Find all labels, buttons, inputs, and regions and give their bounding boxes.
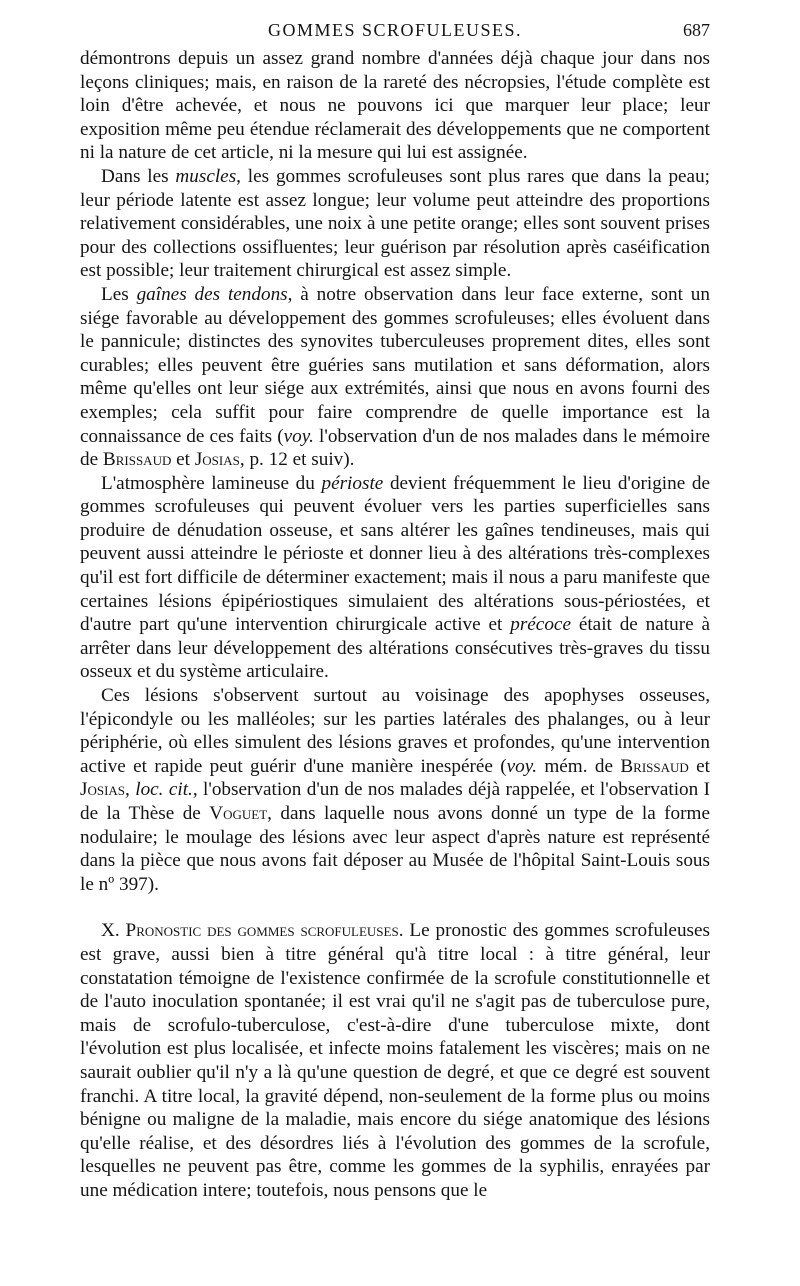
- text-run: , les gommes scrofuleuses sont plus rares que dans la peau; leur période latente est assez longue; leur volume peut atteindre des proportions relativement considérables, une noix à une petite orange; elles sont souvent prises pour des collections ossifluentes; leur guérison par résolution après caséification est possible; leur traitement chirurgical est assez simple.: [80, 165, 711, 282]
- text-run: Le pronostic des gommes scrofuleuses est grave, aussi bien à titre général qu'à titre local : à titre général, leur constatation témoigne de l'existence confirmée de la scrofule constitutionnelle et de l'auto inoculation spontanée; il est vrai qu'il ne s'agit pas de tuberculose pure, mais de scrofulo-tuberculose, c'est-à-dire d'une tuberculose mixte, dont l'évolution est plus localisée, et infecte moins fatalement les viscères; mais on ne saurait oublier qu'il n'y a là qu'une question de degré, et que ce degré est souvent franchi. A titre local, la gravité dépend, non-seulement de la forme plus ou moins bénigne ou maligne de la maladie, mais encore du siége anatomique des lésions qu'elle réalise, et des désordres liés à l'évolution des gommes de la scrofule, lesquelles ne peuvent pas être, comme les gommes de la syphilis, enrayées par une médication intere; toutefois, nous pensons que le: [80, 920, 710, 1201]
- smallcaps-term: Pronostic des gommes scrofuleuses.: [125, 920, 404, 942]
- text-run: l'observation d'un de nos malades dans le mémoire de: [80, 425, 711, 471]
- paragraph-continued: [80, 47, 710, 165]
- section-pronostic: [80, 919, 710, 1202]
- text-run: démontrons depuis un assez grand nombre d'années déjà chaque jour dans nos leçons cliniques; mais, en raison de la rareté des nécropsies, l'étude complète est loin d'être achevée, et nous ne pouvons ici que marquer leur place; leur exposition même peu étendue réclamerait des développements que ne comportent ni la nature de cet article, ni la mesure qui lui est assignée.: [80, 48, 710, 164]
- text-run: ,: [125, 779, 136, 801]
- paragraph-apophyses: [80, 684, 710, 896]
- text-run: , à notre observation dans leur face externe, sont un siége favorable au développement des gommes scrofuleuses; elles évoluent dans le pannicule; distinctes des synovites tuberculeuses proprement dites, elles sont curables; elles peuvent être guéries sans mutilation et sans déformation, alors même qu'elles ont leur siége aux extrémités, ainsi que nous en avons fourni des exemples; cela suffit pour faire comprendre de quelle importance est la connaissance de ces faits (: [80, 283, 710, 447]
- text-run: Les: [101, 283, 137, 305]
- italic-term: loc. cit.: [135, 779, 193, 801]
- text-run: , dans laquelle nous avons donné un type de la forme nodulaire; le moulage des lésions avec leur aspect d'après nature est représenté dans la pièce que nous avons fait déposer au Musée de l'hôpital Saint-Louis sous le nº 397).: [80, 803, 710, 895]
- italic-term: périoste: [321, 472, 384, 494]
- running-header: [80, 20, 710, 46]
- smallcaps-term: Brissaud: [620, 755, 689, 777]
- text-run: , p. 12 et suiv).: [239, 449, 355, 471]
- smallcaps-term: Josias: [194, 449, 240, 471]
- paragraph-tendons: [80, 283, 710, 472]
- text-run: X.: [101, 920, 126, 942]
- text-run: devient fréquemment le lieu d'origine de gommes scrofuleuses qui peuvent évoluer vers les parties superficielles sans produire de dénudation osseuse, et sans altérer les gaînes tendineuses, mais qui peuvent aussi atteindre le périoste et donner lieu à des altérations très-complexes qu'il est fort difficile de déterminer exactement; mais il nous a paru manifeste que certaines lésions épipériostiques simulaient des altérations sous-périostées, et d'autre part qu'une intervention chirurgicale active et: [80, 472, 710, 636]
- italic-term: précoce: [510, 614, 571, 636]
- text-run: et: [688, 755, 710, 777]
- body-text: [80, 47, 710, 1203]
- italic-term: voy.: [283, 425, 314, 447]
- smallcaps-term: Josias: [80, 779, 126, 801]
- text-run: était de nature à arrêter dans leur développement des altérations consécutives très-graves du tissu osseux et du système articulaire.: [80, 614, 710, 683]
- page-number: 687: [683, 20, 710, 40]
- text-run: mém. de: [537, 755, 621, 777]
- running-title: GOMMES SCROFULEUSES.: [267, 20, 523, 40]
- smallcaps-term: Brissaud: [102, 449, 172, 471]
- text-run: Ces lésions s'observent surtout au voisinage des apophyses osseuses, l'épicondyle ou les malléoles; sur les parties latérales des phalanges, ou à leur périphérie, où elles simulent des lésions graves et profondes, qu'une intervention active et rapide peut guérir d'une manière inespérée (: [80, 685, 710, 777]
- paragraph-muscles: [80, 165, 710, 283]
- text-run: Dans les: [101, 165, 176, 187]
- text-run: , l'observation d'un de nos malades déjà rappelée, et l'observation I de la Thèse de: [80, 779, 710, 824]
- text-run: L'atmosphère lamineuse du: [101, 472, 322, 494]
- italic-term: muscles: [175, 165, 237, 187]
- paragraph-perioste: [80, 472, 710, 684]
- italic-term: gaînes des tendons: [136, 283, 288, 305]
- italic-term: voy.: [506, 755, 538, 777]
- text-run: et: [171, 449, 195, 471]
- smallcaps-term: Voguet: [209, 803, 268, 824]
